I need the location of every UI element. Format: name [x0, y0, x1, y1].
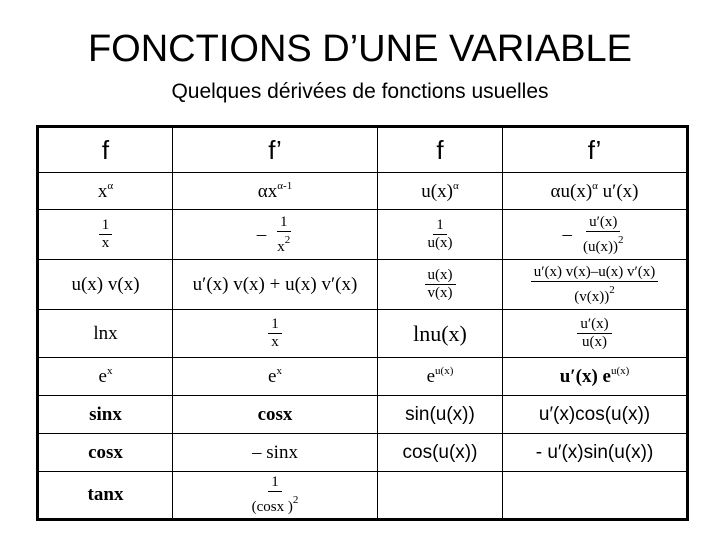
cell-f-uinverse: $\frac{1}{u(x)}$ [378, 210, 503, 260]
header-f-right: f [378, 127, 503, 173]
table-row-inverse [38, 210, 688, 260]
cell-f-upower: $u(x)^\alpha$ [378, 173, 503, 210]
cell-fprime-inverse: – $\frac{1}{x^2}$ [173, 210, 378, 260]
table-row-power [38, 173, 688, 210]
cell-f-exp: $e^x$ [38, 358, 173, 396]
cell-fprime-sin: cosx [173, 396, 378, 434]
cell-fprime-ln: $\frac{1}{x}$ [173, 310, 378, 358]
cell-fprime-cosu: - u′(x)sin(u(x)) [503, 434, 688, 472]
cell-f-power: $x^\alpha$ [38, 173, 173, 210]
cell-f-inverse: $\frac{1}{x}$ [38, 210, 173, 260]
cell-fprime-tan: $\frac{1}{(\cos x )^2}$ [173, 472, 378, 520]
cell-f-expu: $e^{u(x)}$ [378, 358, 503, 396]
page-title: FONCTIONS D’UNE VARIABLE [87, 28, 633, 70]
table-row-exp [38, 358, 688, 396]
header-row [38, 127, 688, 173]
table-row-product [38, 260, 688, 310]
cell-f-empty [378, 472, 503, 520]
cell-f-sin: sinx [38, 396, 173, 434]
cell-fprime-upower: $\alpha u(x)^\alpha$ u′(x) [503, 173, 688, 210]
cell-fprime-uinverse: – $\frac{u'(x)}{(u(x))^2}$ [503, 210, 688, 260]
cell-fprime-empty [503, 472, 688, 520]
page-subtitle: Quelques dérivées de fonctions usuelles [171, 80, 549, 103]
cell-fprime-exp: $e^x$ [173, 358, 378, 396]
table-row-sin [38, 396, 688, 434]
cell-fprime-quotient: $\frac{u'(x) v(x)-u(x) v'(x)}{(v(x))^2}$ [503, 260, 688, 310]
cell-f-sinu: sin(u(x)) [378, 396, 503, 434]
cell-f-quotient: $\frac{u(x)}{v(x)}$ [378, 260, 503, 310]
cell-fprime-expu: u′(x) $e^{u(x)}$ [503, 358, 688, 396]
cell-f-lnu: lnu(x) [378, 310, 503, 358]
cell-fprime-sinu: u′(x)cos(u(x)) [503, 396, 688, 434]
cell-f-tan: tanx [38, 472, 173, 520]
cell-f-ln: lnx [38, 310, 173, 358]
cell-fprime-cos: – sinx [173, 434, 378, 472]
cell-f-cosu: cos(u(x)) [378, 434, 503, 472]
cell-fprime-product: u′(x) v(x) + u(x) v′(x) [173, 260, 378, 310]
table-row-log [38, 310, 688, 358]
cell-f-cos: cosx [38, 434, 173, 472]
table-row-tan [38, 472, 688, 520]
header-fprime-right: f’ [503, 127, 688, 173]
cell-f-product: u(x) v(x) [38, 260, 173, 310]
table-row-cos [38, 434, 688, 472]
header-fprime-left: f’ [173, 127, 378, 173]
header-f-left: f [38, 127, 173, 173]
cell-fprime-power: $\alpha x^{\alpha-1}$ [173, 173, 378, 210]
derivatives-table [36, 125, 689, 521]
cell-fprime-lnu: $\frac{u'(x)}{u(x)}$ [503, 310, 688, 358]
